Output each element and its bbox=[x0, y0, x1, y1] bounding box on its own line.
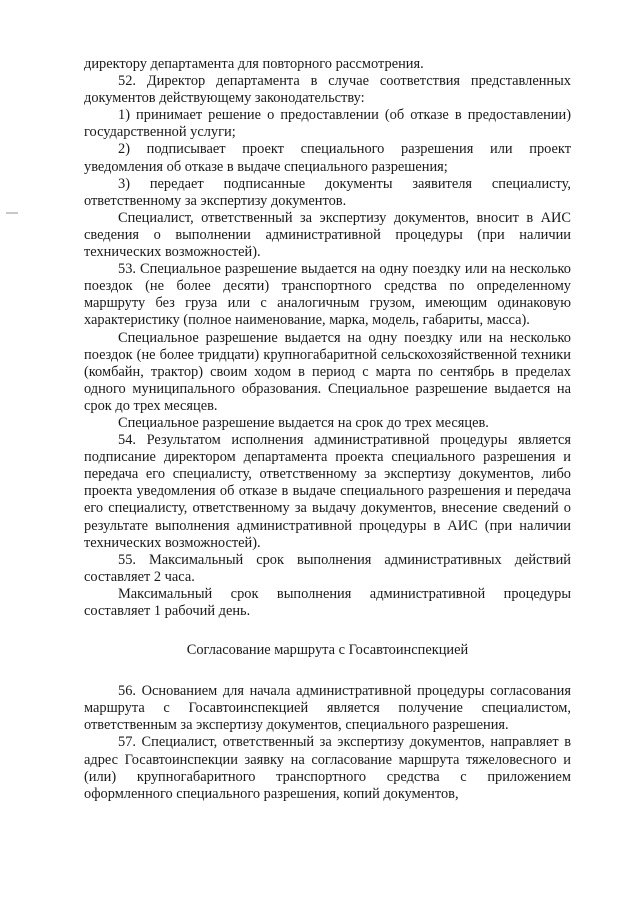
paragraph-56: 56. Основанием для начала административной процедуры согласования маршрута с Госавтоинспекцией является получение специалистом, ответственным за экспертизу документов, специального разрешения. bbox=[84, 683, 571, 734]
paragraph-52: 52. Директор департамента в случае соответствия представленных документов действующему законодательству: bbox=[84, 73, 571, 107]
paragraph-continuation: директору департамента для повторного рассмотрения. bbox=[84, 56, 424, 72]
document-page bbox=[84, 56, 571, 803]
paragraph-53: 53. Специальное разрешение выдается на одну поездку или на несколько поездок (не более десяти) транспортного средства по определенному маршруту без груза или с аналогичным грузом, имеющим одинаковую характеристику (полное наименование, марка, модель, габариты, масса). bbox=[84, 261, 571, 329]
section-heading: Согласование маршрута с Госавтоинспекцией bbox=[186, 642, 469, 659]
paragraph-53-term: Специальное разрешение выдается на срок до трех месяцев. bbox=[118, 414, 489, 431]
list-item-2: 2) подписывает проект специального разрешения или проект уведомления об отказе в выдаче специального разрешения; bbox=[84, 141, 571, 175]
list-item-3: 3) передает подписанные документы заявителя специалисту, ответственному за экспертизу документов. bbox=[84, 175, 571, 209]
margin-mark bbox=[6, 212, 18, 214]
paragraph-54: 54. Результатом исполнения административной процедуры является подписание директором департамента проекта специального разрешения и передача его специалисту, ответственному за экспертизу документов, либо проекта уведомления об отказе в выдаче специального разрешения и передача его специалисту, ответственному за выдачу документов, внесение сведений о результате выполнения административной процедуры в АИС (при наличии технических возможностей). bbox=[84, 432, 571, 551]
paragraph-55: 55. Максимальный срок выполнения административных действий составляет 2 часа. bbox=[84, 551, 571, 585]
list-item-1: 1) принимает решение о предоставлении (об отказе в предоставлении) государственной услуги; bbox=[84, 107, 571, 141]
paragraph-53-agri: Специальное разрешение выдается на одну поездку или на несколько поездок (не более тридцати) крупногабаритной сельскохозяйственной техники (комбайн, трактор) своим ходом в период с марта по сентябрь в пределах одного муниципального образования. Специальное разрешение выдается на срок до трех месяцев. bbox=[84, 329, 571, 414]
paragraph-55-max: Максимальный срок выполнения административной процедуры составляет 1 рабочий день. bbox=[84, 585, 571, 619]
paragraph-57: 57. Специалист, ответственный за экспертизу документов, направляет в адрес Госавтоинспекции заявку на согласование маршрута тяжеловесного и (или) крупногабаритного транспортного средства с приложением оформленного специального разрешения, копий документов, bbox=[84, 734, 571, 802]
paragraph-ais-52: Специалист, ответственный за экспертизу документов, вносит в АИС сведения о выполнении административной процедуры (при наличии технических возможностей). bbox=[84, 209, 571, 261]
